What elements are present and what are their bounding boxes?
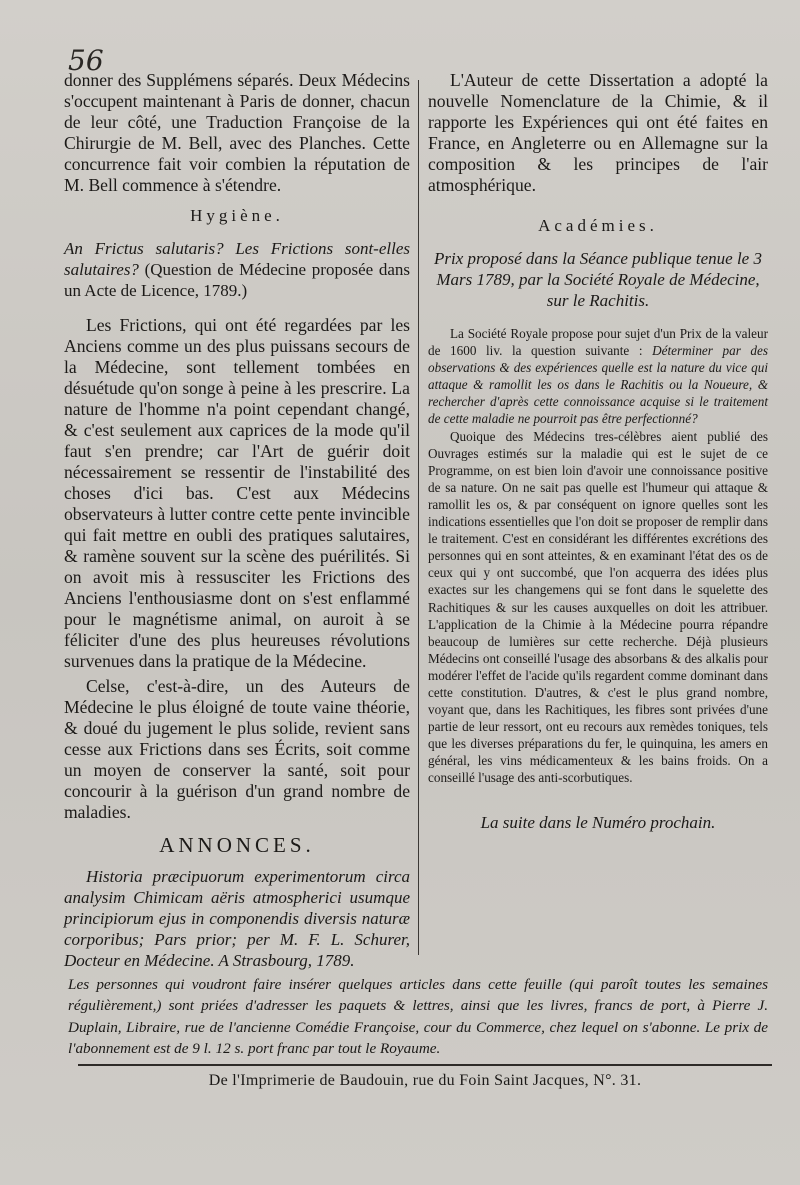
left-column <box>64 70 410 971</box>
annonce-entry: Historia præcipuorum experimentorum circa analysim Chimicam aëris atmospherici usumque principiorum ejus in componendis diversis naturæ corporibus; Pars prior; per M. F. L. Schurer, Docteur en Médecine. A Strasbourg, 1789. <box>64 867 410 970</box>
frictions-paragraph: Les Frictions, qui ont été regardées par les Anciens comme un des plus puissans secours de la Médecine, sont tellement tombées en désuétude qu'on songe à peine à les prescrire. La nature de l'homme n'a point cependant changé, & c'est seulement aux caprices de la mode qu'il faut s'en prendre; car l'Art de guérir doit nécessairement se ressentir de l'instabilité des choses d'ici bas. C'est aux Médecins observateurs à lutter contre cette pente invincible qui fait mettre en oubli des pratiques salutaires, & ramène souvent sur la scène des puérilités. Si on avoit mis à ressusciter les Frictions des Anciens l'enthousiasme dont on s'est enflammé pour le magnétisme animal, on auroit à se féliciter d'une des plus heureuses révolutions survenues dans la pratique de la Médecine. <box>64 315 410 671</box>
annonces-heading: ANNONCES. <box>159 833 315 857</box>
column-divider <box>418 80 419 955</box>
imprint-line: De l'Imprimerie de Baudouin, rue du Foin Saint Jacques, N°. 31. <box>208 1072 642 1089</box>
subscription-notice: Les personnes qui voudront faire insérer quelques articles dans cette feuille (qui paroît toutes les semaines régulièrement,) sont priées d'adresser les paquets & lettres, ainsi que les livres, francs de port, à Pierre J. Duplain, Libraire, rue de l'ancienne Comédie Françoise, cour du Commerce, chez lequel on s'abonne. Le prix de l'abonnement est de 9 l. 12 s. port franc par tout le Royaume. <box>68 976 768 1058</box>
footer-rule <box>78 1064 772 1066</box>
suite-notice: La suite dans le Numéro prochain. <box>480 812 716 832</box>
academies-heading: Académies. <box>538 216 658 235</box>
hygiene-question-note: (Question de Médecine proposée dans un Acte de Licence, 1789.) <box>64 260 410 300</box>
societe-intro: La Société Royale propose pour sujet d'un Prix de la valeur de 1600 liv. la question suivante : <box>428 326 768 359</box>
left-intro-paragraph: donner des Supplémens séparés. Deux Médecins s'occupent maintenant à Paris de donner, chacun de leur côté, une Traduction Françoise de la Chirurgie de M. Bell, avec des Planches. Cette concurrence fait voir combien la réputation de M. Bell commence à s'étendre. <box>64 70 410 195</box>
page-number: 56 <box>68 44 104 77</box>
rachitis-paragraph: Quoique des Médecins tres-célèbres aient publié des Ouvrages estimés sur la maladie qui est le sujet de ce Programme, on est bien loin d'avoir une connoissance positive de sa nature. On ne sait pas quelle est l'humeur qui attaque & ramollit les os, & par conséquent on ignore quelles sont les indications essentielles que l'on doit se proposer de remplir dans le traitement. C'est en considérant les différentes excrétions des personnes qui en sont atteintes, & en examinant l'état des os de ceux qui y ont succombé, que l'on acquerra des idées plus exactes sur les changemens qui se font dans le squelette des Rachitiques & sur les causes auxquelles on doit les attribuer. L'application de la Chimie à la Médecine pourra répandre beaucoup de lumières sur cette recherche. Déjà plusieurs Médecins ont conseillé l'usage des absorbans & des alkalis pour modérer l'effet de l'acide qu'ils regardent comme dominant dans cette constitution. D'autres, & c'est le plus grand nombre, voyant que, dans les Rachitiques, les fibres sont privées d'une partie de leur ressort, ont eu recours aux remèdes toniques, tels que les diverses préparations du fer, le quinquina, les amers en général, les vins médicamenteux & les bains froids. On a conseillé l'usage des anti-scorbutiques. <box>428 428 768 786</box>
right-intro-paragraph: L'Auteur de cette Dissertation a adopté la nouvelle Nomenclature de la Chimie, & il rapporte les Expériences qui ont été faites en France, en Angleterre ou en Allemagne sur la composition & les principes de l'air atmosphérique. <box>428 70 768 195</box>
hygiene-heading: Hygiène. <box>190 206 284 225</box>
celse-paragraph: Celse, c'est-à-dire, un des Auteurs de Médecine le plus éloigné de toute vaine théorie, & doué du jugement le plus solide, revient sans cesse aux Frictions dans ses Écrits, soit comme un moyen de conserver la santé, soit pour concourir à la guérison d'un grand nombre de maladies. <box>64 676 410 822</box>
hygiene-question <box>64 238 410 301</box>
societe-paragraph <box>428 325 768 428</box>
right-column <box>428 70 768 833</box>
societe-question: Déterminer par des observations & des expériences quelle est la nature du vice qui attaque & ramollit les os dans le Rachitis ou la Noueure, & rechercher d'après cette connoissance acquise si le traitement de cette maladie ne pourroit pas être perfectionné? <box>428 343 768 427</box>
hygiene-question-italic: An Frictus salutaris? Les Frictions sont-elles salutaires? <box>64 239 410 279</box>
prix-title: Prix proposé dans la Séance publique tenue le 3 Mars 1789, par la Société Royale de Médecine, sur le Rachitis. <box>434 249 762 310</box>
spacer <box>64 301 410 315</box>
